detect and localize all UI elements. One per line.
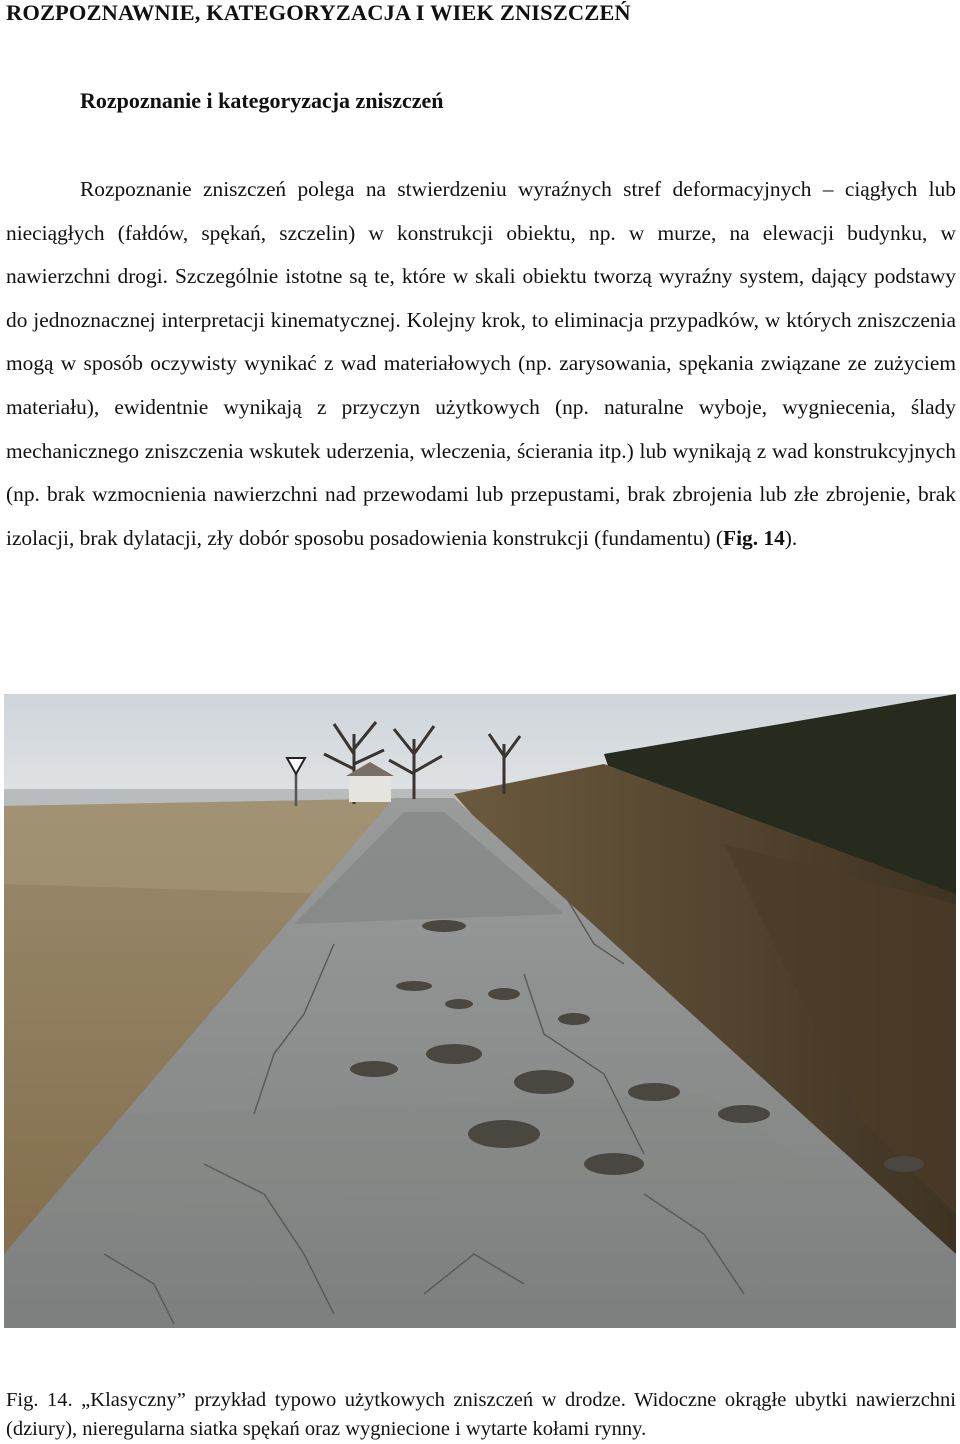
road-damage-illustration xyxy=(4,694,956,1328)
road-damage-photo xyxy=(4,694,956,1328)
paragraph-text: Rozpoznanie zniszczeń polega na stwierdzeniu wyraźnych stref deformacyjnych – ciągłych lub nieciągłych (fałdów, spękań, szczelin) w konstrukcji obiektu, np. w murze, na elewacji budynku, w nawierzchni drogi. Szczególnie istotne są te, które w skali obiektu tworzą wyraźny system, dający podstawy do jednoznacznej interpretacji kinematycznej. Kolejny krok, to eliminacja przypadków, w których zniszczenia mogą w sposób oczywisty wynikać z wad materiałowych (np. zarysowania, spękania związane ze zużyciem materiału), ewidentnie wynikają z przyczyn użytkowych (np. naturalne wyboje, wygniecenia, ślady mechanicznego zniszczenia wskutek uderzenia, wleczenia, ścierania itp.) lub wynikają z wad konstrukcyjnych (np. brak wzmocnienia nawierzchni nad przewodami lub przepustami, brak zbrojenia lub złe zbrojenie, brak izolacji, brak dylatacji, zły dobór sposobu posadowienia konstrukcji (fundamentu) ( xyxy=(6,177,956,550)
figure-reference: Fig. 14 xyxy=(723,525,785,550)
figure-caption: Fig. 14. „Klasyczny” przykład typowo użytkowych zniszczeń w drodze. Widoczne okrągłe ubytki nawierzchni (dziury), nieregularna siatka spękań oraz wygniecione i wytarte kołami rynny. xyxy=(6,1389,956,1440)
section-title: ROZPOZNAWNIE, KATEGORYZACJA I WIEK ZNISZCZEŃ xyxy=(6,0,631,25)
subsection-title: Rozpoznanie i kategoryzacja zniszczeń xyxy=(80,88,444,113)
body-paragraph xyxy=(6,168,956,560)
paragraph-end: ). xyxy=(784,525,798,550)
